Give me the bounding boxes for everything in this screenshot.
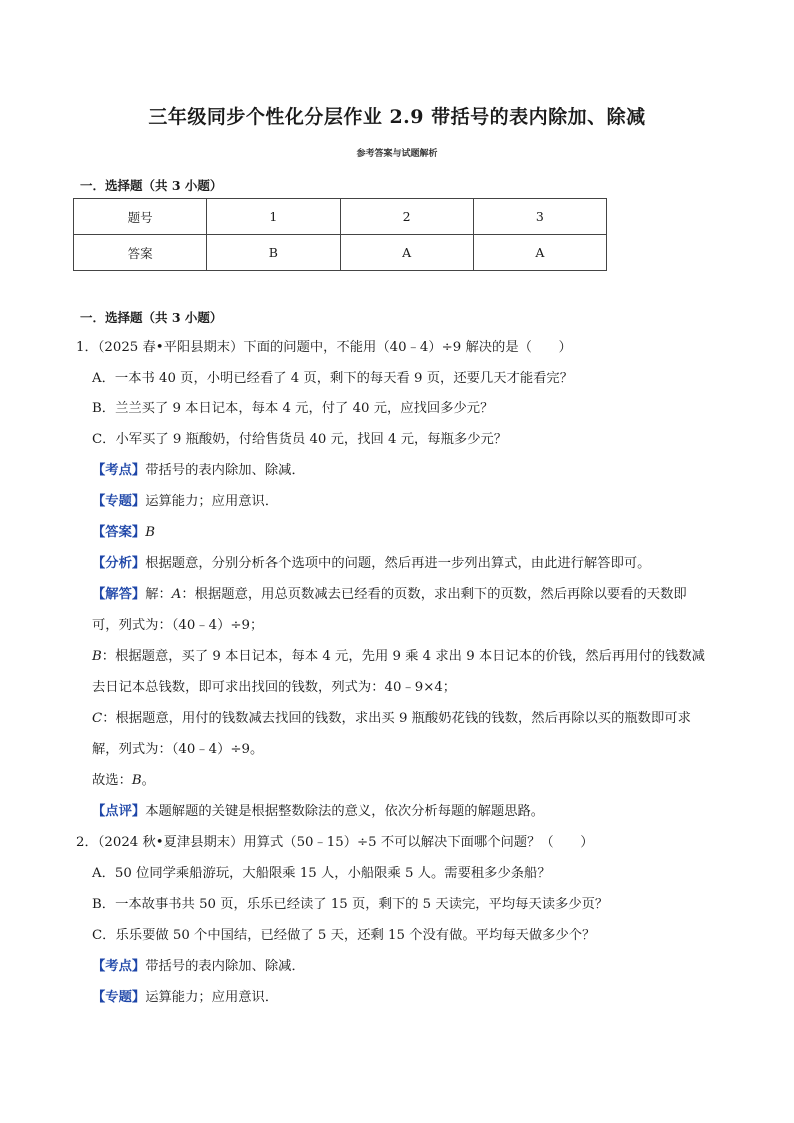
kaodian-line — [92, 461, 305, 481]
jieda-text: ：根据题意，用总页数减去已经看的页数，求出剩下的页数，然后再除以要看的天数即 — [181, 587, 687, 602]
zhuanti-line — [92, 492, 278, 512]
jieda-text: ：根据题意，用付的钱数减去找回的钱数，求出买 9 瓶酸奶花钱的钱数，然后再除以买的瓶数即可求 — [102, 711, 691, 726]
question-1-stem: 1．（2025 春•平阳县期末）下面的问题中，不能用（40﹣4）÷9 解决的是（ ） — [76, 340, 572, 355]
kaodian-line — [92, 957, 305, 977]
section-heading: 一．选择题（共 3 小题） — [80, 178, 223, 193]
page-title: 三年级同步个性化分层作业 2.9 带括号的表内除加、除减 — [148, 106, 646, 128]
table-cell: 答案 — [74, 235, 207, 271]
guxuan-text: 。 — [141, 773, 155, 788]
question-2-option-a: A．50 位同学乘船游玩，大船限乘 15 人，小船限乘 5 人。需要租多少条船？ — [92, 866, 551, 881]
zhuanti-text: 运算能力；应用意识． — [145, 494, 279, 509]
jieda-line: 去日记本总钱数，即可求出找回的钱数，列式为：40﹣9×4； — [92, 680, 457, 695]
page-subtitle: 参考答案与试题解析 — [356, 149, 438, 159]
daan-line — [92, 523, 155, 543]
kaodian-text: 带括号的表内除加、除减． — [145, 463, 305, 478]
fenxi-line — [92, 554, 650, 574]
zhuanti-line — [92, 988, 278, 1008]
answer-table — [73, 198, 607, 271]
question-1-option-a: A．一本书 40 页，小明已经看了 4 页，剩下的每天看 9 页，还要几天才能看完？ — [92, 371, 574, 386]
question-2-stem: 2．（2024 秋•夏津县期末）用算式（50﹣15）÷5 不可以解决下面哪个问题？（ ） — [76, 835, 594, 850]
zhuanti-tag: 【专题】 — [92, 494, 146, 509]
daan-text: B — [145, 525, 155, 540]
table-cell: 1 — [207, 199, 340, 235]
kaodian-tag: 【考点】 — [92, 463, 146, 478]
dianping-line — [92, 802, 544, 822]
table-cell: 3 — [473, 199, 606, 235]
kaodian-tag: 【考点】 — [92, 959, 146, 974]
jieda-line: 解，列式为：（40﹣4）÷9。 — [92, 742, 264, 757]
table-row — [74, 235, 607, 271]
option-letter: B — [92, 649, 102, 664]
jieda-text: ：根据题意，买了 9 本日记本，每本 4 元，先用 9 乘 4 求出 9 本日记本的价钱，然后再用付的钱数减 — [101, 649, 705, 664]
option-letter: C — [92, 711, 103, 726]
dianping-tag: 【点评】 — [92, 804, 146, 819]
guxuan-text: 故选： — [92, 773, 132, 788]
table-cell: A — [340, 235, 473, 271]
question-2-option-c: C．乐乐要做 50 个中国结，已经做了 5 天，还剩 15 个没有做。平均每天做多少个？ — [92, 928, 596, 943]
question-2-option-b: B．一本故事书共 50 页，乐乐已经读了 15 页，剩下的 5 天读完，平均每天读多少页？ — [92, 897, 609, 912]
jieda-line: 可，列式为：（40﹣4）÷9； — [92, 618, 264, 633]
option-letter: A — [171, 587, 182, 602]
table-cell: A — [473, 235, 606, 271]
table-cell: 2 — [340, 199, 473, 235]
fenxi-tag: 【分析】 — [92, 556, 146, 571]
jieda-text: 解： — [145, 587, 172, 602]
table-cell: B — [207, 235, 340, 271]
jieda-line — [92, 647, 705, 667]
question-1-option-b: B．兰兰买了 9 本日记本，每本 4 元，付了 40 元，应找回多少元？ — [92, 401, 494, 416]
dianping-text: 本题解题的关键是根据整数除法的意义，依次分析每题的解题思路。 — [145, 804, 545, 819]
daan-tag: 【答案】 — [92, 525, 146, 540]
guxuan-line — [92, 771, 155, 791]
jieda-line — [92, 709, 691, 729]
table-row — [74, 199, 607, 235]
option-letter: B — [131, 773, 142, 788]
kaodian-text: 带括号的表内除加、除减． — [145, 959, 305, 974]
section-heading: 一．选择题（共 3 小题） — [80, 310, 223, 325]
zhuanti-tag: 【专题】 — [92, 990, 146, 1005]
zhuanti-text: 运算能力；应用意识． — [145, 990, 279, 1005]
table-cell: 题号 — [74, 199, 207, 235]
fenxi-text: 根据题意，分别分析各个选项中的问题，然后再进一步列出算式，由此进行解答即可。 — [145, 556, 651, 571]
question-1-option-c: C．小军买了 9 瓶酸奶，付给售货员 40 元，找回 4 元，每瓶多少元？ — [92, 432, 508, 447]
jieda-line — [92, 585, 687, 605]
jieda-tag: 【解答】 — [92, 587, 146, 602]
